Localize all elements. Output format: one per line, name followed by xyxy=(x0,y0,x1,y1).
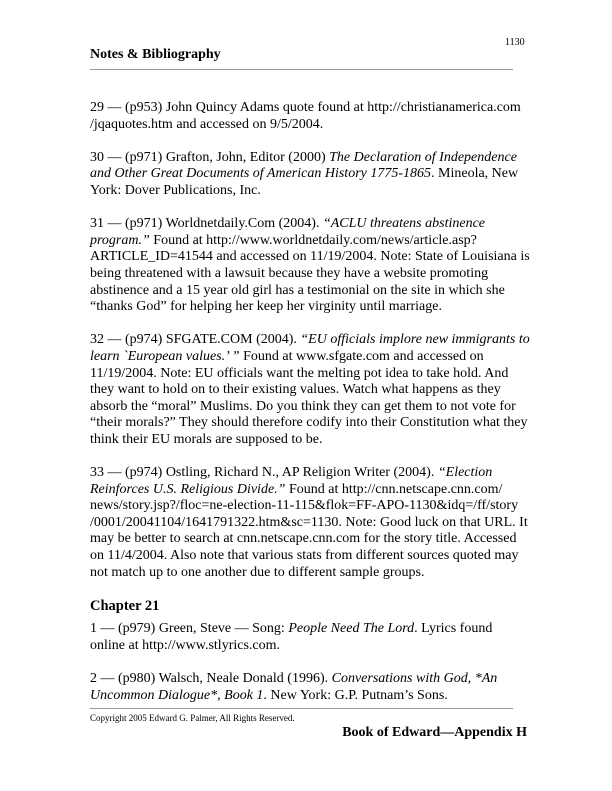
note-text-continued: /jqaquotes.htm and accessed on 9/5/2004. xyxy=(90,116,324,132)
page-number: 1130 xyxy=(505,37,525,48)
note-entry-30 xyxy=(90,150,530,200)
note-title: The Declaration of Independence and Other Great Documents of American History 1775-1865 xyxy=(90,149,517,182)
note-entry-ch21-1 xyxy=(90,621,530,654)
notes-content xyxy=(90,100,530,721)
section-title: Notes & Bibliography xyxy=(90,47,221,62)
note-title: People Need The Lord xyxy=(288,621,415,637)
note-title: “ACLU threatens abstinence program.” xyxy=(90,216,485,248)
book-title: Book of Edward—Appendix H xyxy=(342,725,527,740)
note-prefix: 33 — (p974) Ostling, Richard N., AP Religion Writer (2004). xyxy=(90,465,438,481)
copyright-notice: Copyright 2005 Edward G. Palmer, All Rights Reserved. xyxy=(90,713,295,723)
note-suffix: Found at http://www.worldnetdaily.com/news/article.asp? ARTICLE_ID=41544 and accessed on 11/19/2004. Note: State of Louisiana is being threatened with a lawsuit because they have a website promoting abstinence and a 15 year old girl has a testimonial on the site in which she “thanks God” for helping her keep her virginity until marriage. xyxy=(90,232,530,315)
note-text: 29 — (p953) John Quincy Adams quote found at http://christianamerica.com xyxy=(90,100,521,115)
note-prefix: 32 — (p974) SFGATE.COM (2004). xyxy=(90,332,301,348)
note-suffix: Found at www.sfgate.com and accessed on 11/19/2004. Note: EU officials want the melting pot idea to take hold. And they want to hold on to their existing values. Watch what happens as they absorb the “moral” Muslims. Do you think they can get them to not vote for “their morals?” They should therefore codify into their Constitution what they think their EU morals are supposed to be. xyxy=(90,348,528,447)
chapter-heading: Chapter 21 xyxy=(90,597,160,614)
note-suffix: . Mineola, New York: Dover Publications, Inc. xyxy=(90,166,519,198)
note-prefix: 1 — (p979) Green, Steve — Song: xyxy=(90,621,289,637)
note-suffix: . Lyrics found online at http://www.stlyrics.com. xyxy=(90,621,493,653)
note-title: “Election Reinforces U.S. Religious Divide.” xyxy=(90,465,493,497)
footer-divider xyxy=(90,708,513,709)
note-entry-33 xyxy=(90,465,530,581)
note-entry-31 xyxy=(90,216,530,316)
header-divider xyxy=(90,69,513,70)
note-suffix: Found at http://cnn.netscape.cnn.com/ news/story.jsp?/floc=ne-election-11-115&flok=FF-APO-1130&idq=/ff/story /0001/20041104/1641791322.htm&sc=1130. Note: Good luck on that URL. It may be better to search at cnn.netscape.cnn.com for the story title. Accessed on 11/4/2004. Also note that various stats from different sources quoted may not match up to one another due to different sample groups. xyxy=(90,481,528,580)
note-title: “EU officials implore new immigrants to learn `European values.’ ” xyxy=(90,332,530,364)
note-title: Conversations with God, *An Uncommon Dialogue*, Book 1 xyxy=(90,671,498,703)
note-prefix: 2 — (p980) Walsch, Neale Donald (1996). xyxy=(90,671,332,687)
note-entry-29 xyxy=(90,100,530,133)
note-prefix: 31 — (p971) Worldnetdaily.Com (2004). xyxy=(90,216,323,232)
note-entry-ch21-2 xyxy=(90,671,530,704)
note-suffix: . New York: G.P. Putnam’s Sons. xyxy=(263,687,448,703)
note-entry-32 xyxy=(90,332,530,448)
note-prefix: 30 — (p971) Grafton, John, Editor (2000) xyxy=(90,149,330,165)
